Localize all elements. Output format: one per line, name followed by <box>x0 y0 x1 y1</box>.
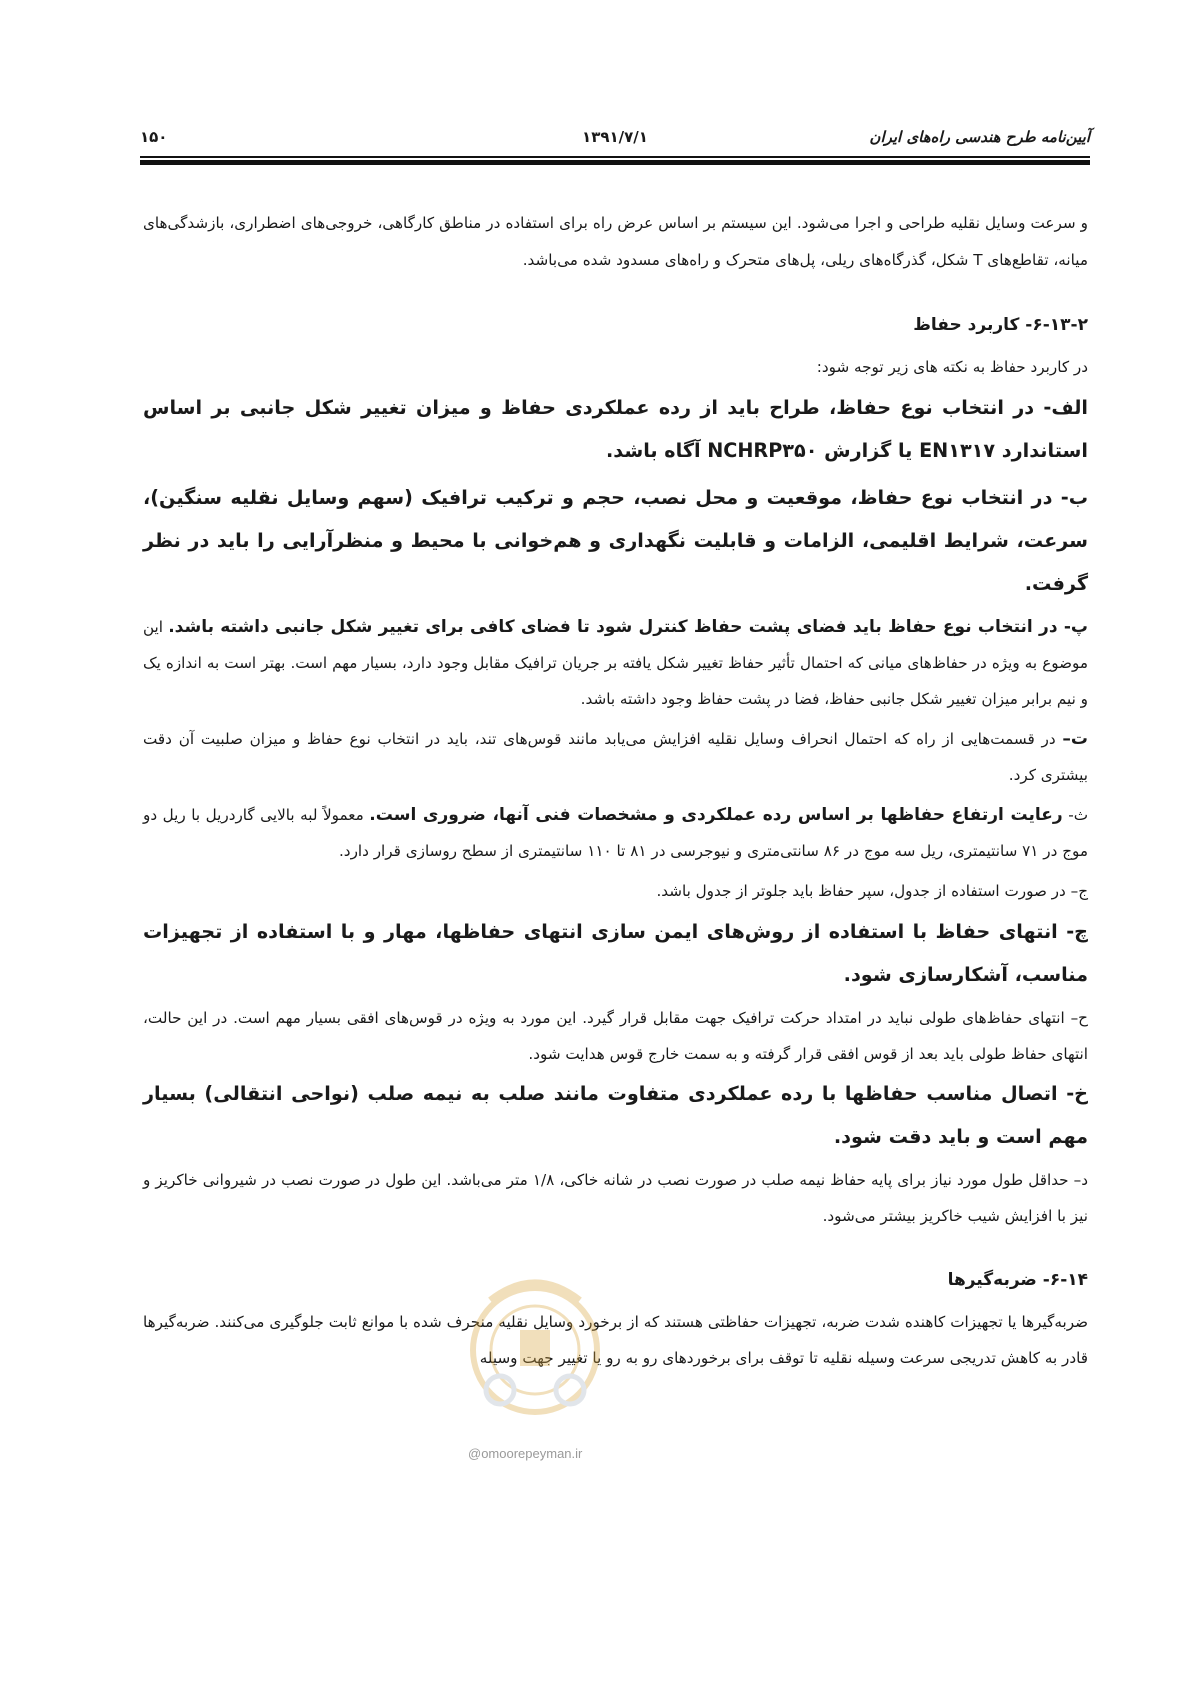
section-heading-6-13-2: ۶-۱۳-۲- کاربرد حفاظ <box>913 315 1088 335</box>
item-dal: د– حداقل طول مورد نیاز برای پایه حفاظ نیمه صلب در صورت نصب در شانه خاکی، ۱/۸ متر می‌باشد. این طول در صورت نصب در شیروانی خاکریز و نیز با افزایش شیب خاکریز بیشتر می‌شود. <box>143 1171 1089 1225</box>
item-khe: خ- اتصال مناسب حفاظها با رده عملکردی متفاوت مانند صلب به نیمه صلب (نواحی انتقالی) بسیار مهم است و باید دقت شود. <box>143 1082 1088 1148</box>
header-rule <box>140 156 1090 165</box>
header-date: ۱۳۹۱/۷/۱ <box>582 128 648 146</box>
item-se-bold: رعایت ارتفاع حفاظها بر اساس رده عملکردی و مشخصات فنی آنها، ضروری است. <box>369 805 1063 825</box>
watermark-logo-icon <box>460 1260 610 1430</box>
item-be: ب- در انتخاب نوع حفاظ، موقعیت و محل نصب، حجم و ترکیب ترافیک (سهم وسایل نقلیه سنگین)، سرعت، شرایط اقلیمی، الزامات و قابلیت نگهداری و هم‌خوانی با محیط و منظرآرایی را باید در نظر گرفت. <box>143 486 1088 595</box>
item-se-text: معمولاً لبه بالایی گاردریل با ریل دو موج در ۷۱ سانتیمتری، ریل سه موج در ۸۶ سانتی‌متری و نیوجرسی در ۸۱ تا ۱۱۰ سانتیمتری از سطح روسازی قرار دارد. <box>143 806 1088 860</box>
page-number: ۱۵۰ <box>140 128 168 146</box>
watermark-text: @omoorepeyman.ir <box>468 1446 583 1461</box>
page-body <box>143 205 1088 1376</box>
item-alef: الف- در انتخاب نوع حفاظ، طراح باید از رده عملکردی حفاظ و میزان تغییر شکل جانبی بر اساس استاندارد EN۱۳۱۷ یا گزارش NCHRP۳۵۰ آگاه باشد. <box>143 396 1088 462</box>
intro-paragraph: و سرعت وسایل نقلیه طراحی و اجرا می‌شود. این سیستم بر اساس عرض راه برای استفاده در مناطق کارگاهی، خروجی‌های اضطراری، بازشدگی‌های میانه، تقاطع‌های T شکل، گذرگاه‌های ریلی، پل‌های متحرک و راه‌های مسدود شده می‌باشد. <box>143 214 1088 269</box>
item-pe-bold: پ- در انتخاب نوع حفاظ باید فضای پشت حفاظ کنترل شود تا فضای کافی برای تغییر شکل جانبی داشته باشد. <box>168 617 1088 637</box>
item-pe <box>143 609 1088 717</box>
item-jim: ج– در صورت استفاده از جدول، سپر حفاظ باید جلوتر از جدول باشد. <box>656 882 1088 900</box>
item-pe-text: این موضوع به ویژه در حفاظ‌های میانی که احتمال تأثیر حفاظ تغییر شکل یافته بر جریان ترافیک مقابل وجود دارد، بسیار مهم است. بهتر است به اندازه یک و نیم برابر میزان تغییر شکل جانبی حفاظ، فضا در پشت حفاظ وجود داشته باشد. <box>143 618 1088 708</box>
document-title: آیین‌نامه طرح هندسی راه‌های ایران <box>869 128 1090 146</box>
page-header <box>140 128 1090 154</box>
last-paragraph: ضربه‌گیرها یا تجهیزات کاهنده شدت ضربه، تجهیزات حفاظتی هستند که از برخورد وسایل نقلیه منحرف شده با موانع ثابت جلوگیری می‌کنند. ضربه‌گیرها قادر به کاهش تدریجی سرعت وسیله نقلیه تا توقف برای برخوردهای رو به رو یا تغییر جهت وسیله <box>143 1313 1088 1367</box>
item-te-text: در قسمت‌هایی از راه که احتمال انحراف وسایل نقلیه افزایش می‌یابد مانند قوس‌های تند، باید در انتخاب نوع حفاظ و میزان صلبیت آن دقت بیشتری کرد. <box>143 730 1088 784</box>
item-te-letter: ت– <box>1062 729 1088 749</box>
item-che: چ- انتهای حفاظ با استفاده از روش‌های ایمن سازی انتهای حفاظها، مهار و با استفاده از تجهیزات مناسب، آشکارسازی شود. <box>143 920 1088 986</box>
item-se <box>143 797 1088 869</box>
section-heading-6-14: ۶-۱۴- ضربه‌گیرها <box>947 1270 1088 1290</box>
item-te <box>143 721 1088 793</box>
item-se-letter: ث- <box>1062 806 1088 824</box>
item-he: ح– انتهای حفاظ‌های طولی نباید در امتداد حرکت ترافیک جهت مقابل قرار گیرد. این مورد به ویژه در قوس‌های افقی بسیار مهم است. در این حالت، انتهای حفاظ طولی باید بعد از قوس افقی قرار گرفته و به سمت خارج قوس هدایت شود. <box>143 1009 1088 1063</box>
lead-paragraph: در کاربرد حفاظ به نکته های زیر توجه شود: <box>816 358 1088 376</box>
